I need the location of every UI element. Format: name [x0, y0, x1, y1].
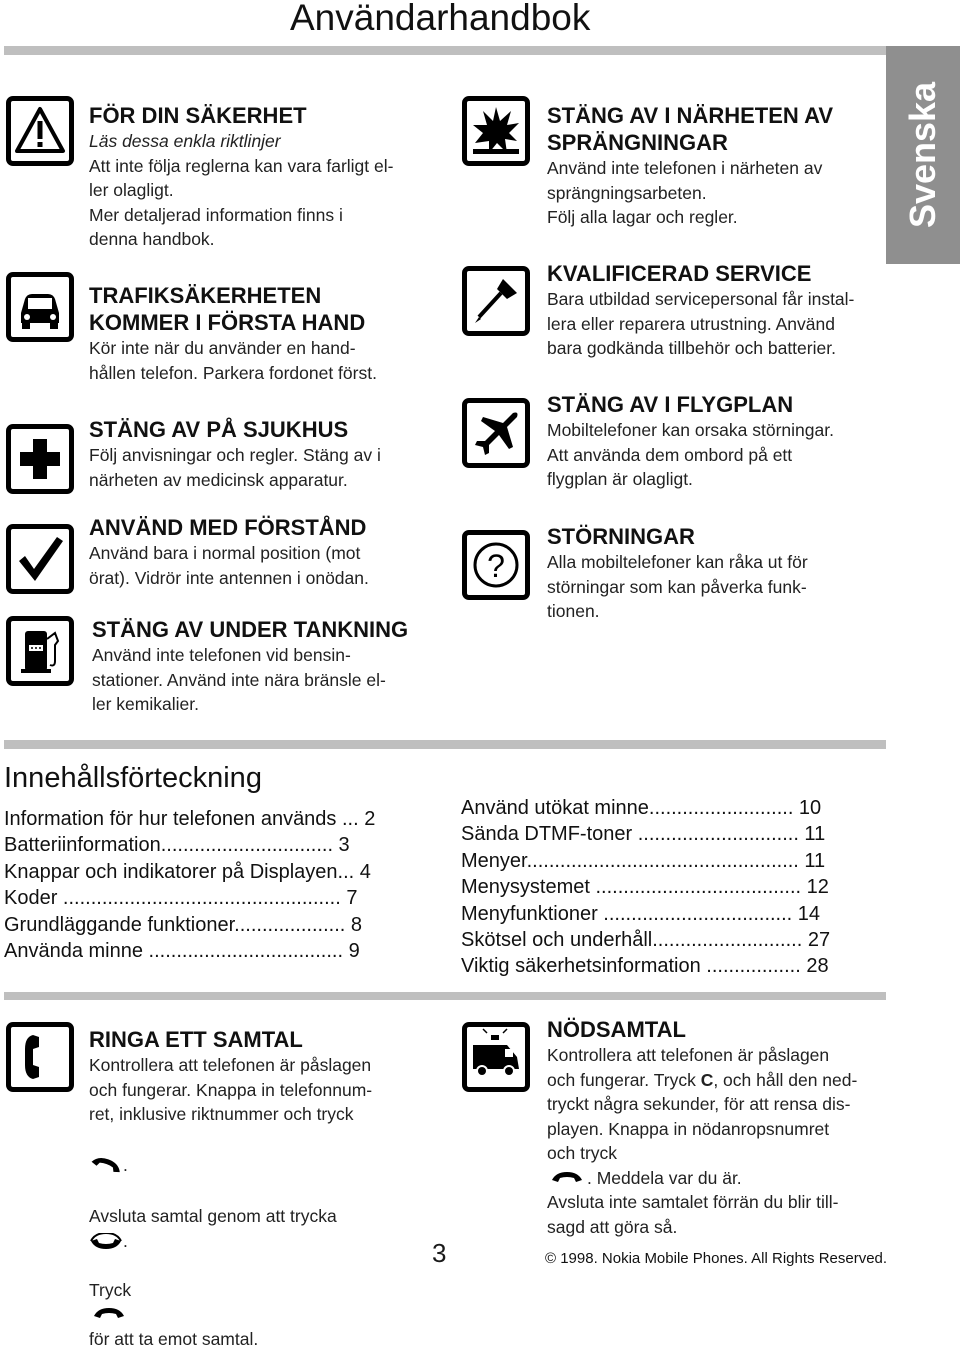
safety-body: Alla mobiltelefoner kan råka ut för störningar som kan påverka funk- tionen.	[547, 552, 808, 621]
call-end-text: Avsluta samtal genom att trycka	[89, 1206, 337, 1226]
svg-text:?: ?	[487, 548, 505, 584]
safety-body: Bara utbildad servicepersonal får instal- lera eller reparera utrustning. Använd bara godkända tillbehör och batterier.	[547, 289, 855, 358]
toc-entry[interactable]: Batteriinformation............................... 3	[4, 834, 350, 857]
emergency-heading: NÖDSAMTAL	[547, 1017, 686, 1042]
send-key-icon	[547, 1170, 587, 1188]
safety-body: Mobiltelefoner kan orsaka störningar. Att använda dem ombord på ett flygplan är olagligt.	[547, 420, 834, 489]
toc-entry[interactable]: Använd utökat minne.......................... 10	[461, 797, 822, 819]
safety-body: Använd inte telefonen vid bensin- stationer. Använd inte nära bränsle el- ler kemikalier.	[92, 645, 386, 714]
page-title: Användarhandbok	[290, 0, 591, 38]
toc-entry[interactable]: Sända DTMF-toner ............................. 11	[461, 823, 826, 846]
car-icon	[6, 272, 74, 342]
call-answer-line	[89, 1253, 429, 1351]
explosion-icon	[462, 96, 530, 166]
toc-title: Innehållsförteckning	[4, 762, 262, 794]
safety-body: Att inte följa reglerna kan vara farligt el- ler olagligt. Mer detaljerad information finns i denna handbok.	[89, 155, 394, 249]
emergency-line	[547, 1068, 887, 1093]
call-heading: RINGA ETT SAMTAL	[89, 1027, 303, 1052]
safety-item-sjukhus	[89, 416, 429, 492]
screwdriver-icon	[462, 266, 530, 336]
answer-key-icon	[89, 1306, 129, 1324]
emergency-line: playen. Knappa in nödanropsnumret	[547, 1118, 830, 1139]
safety-heading: STÖRNINGAR	[547, 524, 695, 549]
safety-heading: STÄNG AV UNDER TANKNING	[92, 617, 409, 642]
language-tab	[886, 46, 960, 264]
emergency-line: tryckt några sekunder, för att rensa dis-	[547, 1094, 851, 1114]
emergency-text: och fungerar. Tryck	[547, 1069, 701, 1090]
safety-heading: STÄNG AV PÅ SJUKHUS	[89, 417, 349, 442]
toc-entry[interactable]: Menyer................................................. 11	[461, 849, 826, 872]
send-key-icon	[89, 1157, 123, 1175]
call-end-suffix: .	[123, 1230, 128, 1251]
checkmark-icon	[6, 524, 74, 594]
safety-body: Kör inte när du använder en hand- hållen telefon. Parkera fordonet först.	[89, 338, 377, 383]
emergency-line	[547, 1141, 887, 1190]
safety-item-flygplan	[547, 391, 887, 492]
emergency-line: Avsluta inte samtalet förrän du blir till- sagd att göra så.	[547, 1192, 839, 1237]
toc-right-column	[461, 795, 881, 980]
question-mark-icon	[462, 530, 530, 600]
toc-entry[interactable]: Viktig säkerhetsinformation ................. 28	[461, 955, 829, 978]
call-send-suffix: .	[123, 1155, 128, 1175]
medical-cross-icon	[6, 424, 74, 494]
toc-entry[interactable]: Koder .................................................. 7	[4, 887, 358, 910]
safety-item-storningar	[547, 523, 887, 624]
toc-entry[interactable]: Skötsel och underhåll........................... 27	[461, 928, 831, 951]
toc-left-column	[4, 806, 434, 964]
safety-heading: STÄNG AV I NÄRHETEN AV SPRÄNGNINGAR	[547, 103, 834, 155]
airplane-icon	[462, 398, 530, 468]
page-number: 3	[432, 1238, 447, 1268]
call-send-line	[89, 1129, 429, 1178]
toc-entry[interactable]: Grundläggande funktioner.................... 8	[4, 913, 362, 936]
safety-heading: KVALIFICERAD SERVICE	[547, 261, 812, 286]
toc-entry[interactable]: Menysystemet ..................................... 12	[461, 876, 829, 899]
emergency-text: och tryck	[547, 1143, 618, 1163]
emergency-line: Kontrollera att telefonen är påslagen	[547, 1045, 830, 1065]
ambulance-icon	[462, 1022, 530, 1092]
emergency-section	[547, 1016, 887, 1239]
safety-item-tankning	[92, 616, 432, 717]
toc-entry[interactable]: Knappar och indikatorer på Displayen... 4	[4, 860, 371, 883]
call-answer-prefix: Tryck	[89, 1279, 132, 1300]
safety-heading: FÖR DIN SÄKERHET	[89, 103, 307, 128]
toc-entry[interactable]: Menyfunktioner .................................. 14	[461, 902, 821, 925]
toc-rule-bottom	[4, 992, 886, 1000]
safety-item-forstand	[89, 514, 429, 590]
call-section	[89, 1026, 429, 1351]
safety-item-service	[547, 260, 887, 361]
call-end-line	[89, 1180, 429, 1254]
safety-body: Använd inte telefonen i närheten av sprängningsarbeten. Följ alla lagar och regler.	[547, 158, 823, 227]
copyright: © 1998. Nokia Mobile Phones. All Rights Reserved.	[545, 1250, 888, 1267]
language-tab-label: Svenska	[902, 81, 943, 229]
safety-item-sakerhet	[89, 102, 429, 252]
safety-item-trafik	[89, 282, 429, 385]
warning-triangle-icon	[6, 96, 74, 166]
safety-item-sprangning	[547, 102, 887, 230]
safety-body: Använd bara i normal position (mot örat). Vidrör inte antennen i onödan.	[89, 543, 369, 588]
safety-body: Följ anvisningar och regler. Stäng av i närheten av medicinsk apparatur.	[89, 445, 381, 490]
emergency-text: . Meddela var du är.	[587, 1167, 742, 1188]
toc-entry[interactable]: Använda minne ................................... 9	[4, 939, 360, 962]
call-body: Kontrollera att telefonen är påslagen och fungerar. Knappa in telefonnum- ret, inklusive riktnummer och tryck	[89, 1055, 373, 1124]
safety-heading: STÄNG AV I FLYGPLAN	[547, 392, 794, 417]
fuel-pump-icon	[6, 616, 74, 686]
emergency-text: , och håll den ned-	[713, 1069, 858, 1090]
safety-subtitle: Läs dessa enkla riktlinjer	[89, 131, 281, 151]
safety-heading: ANVÄND MED FÖRSTÅND	[89, 515, 367, 540]
end-key-icon	[89, 1233, 123, 1251]
clear-key-label: C	[700, 1069, 714, 1090]
safety-heading: TRAFIKSÄKERHETEN KOMMER I FÖRSTA HAND	[89, 283, 366, 335]
telephone-handset-icon	[6, 1022, 74, 1092]
toc-entry[interactable]: Information för hur telefonen används ... 2	[4, 808, 376, 830]
top-rule	[4, 46, 886, 55]
call-answer-text: för att ta emot samtal.	[89, 1328, 259, 1349]
toc-rule-top	[4, 740, 886, 749]
